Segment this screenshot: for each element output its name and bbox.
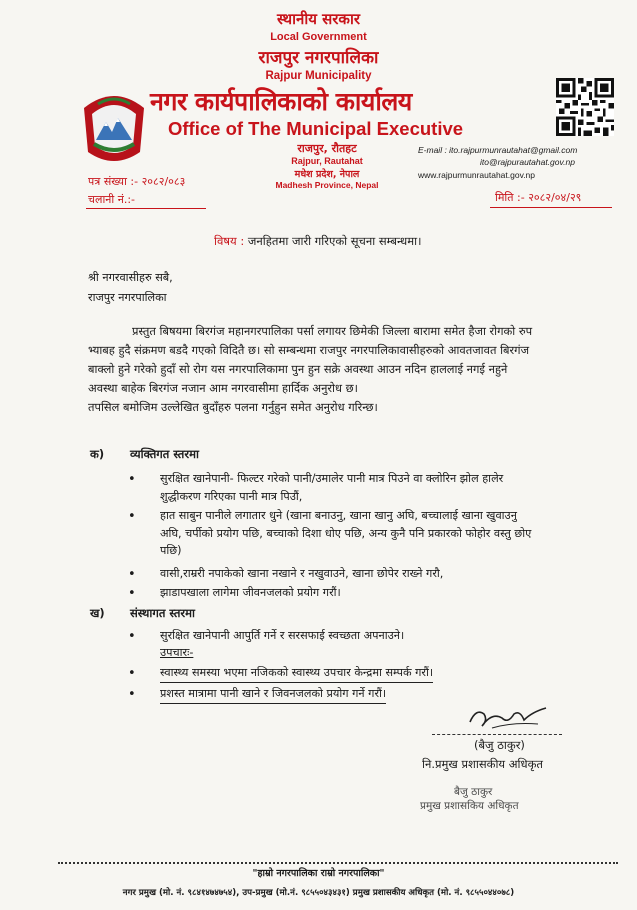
header-office-np: नगर कार्यपालिकाको कार्यालय — [150, 87, 412, 116]
section-b-item-1: सुरक्षित खानेपानी आपुर्ति गर्ने र सरसफाई स्वच्छता अपनाउने। — [160, 629, 405, 642]
header-address-en: Rajpur, Rautahat — [291, 156, 363, 166]
section-a-item-1-line-1: सुरक्षित खानेपानी- फिल्टर गरेको पानी/उमालेर पानी मात्र पिउने वा क्लोरिन झोल हालेर — [160, 472, 504, 485]
signature-scribble — [462, 702, 552, 734]
paragraph-line-2: भ्याबह हुदै संक्रमण बडदै गएको विदितै छ। सो सम्बन्धमा राजपुर नगरपालिकावासीहरुको आवतजावत बिरगंज — [88, 343, 530, 357]
bullet-icon: • — [128, 586, 136, 601]
header-province-en: Madhesh Province, Nepal — [275, 180, 379, 190]
section-a-item-1 — [160, 470, 590, 505]
bullet-icon: • — [128, 629, 136, 644]
section-a-item-1-line-2: शुद्धीकरण गरिएका पानी मात्र पिउौं, — [160, 489, 303, 503]
section-a-item-4-line-1: झाडापखाला लागेमा जीवनजलको प्रयोग गरौं। — [160, 586, 341, 599]
section-a-item-4 — [160, 584, 590, 602]
subject-label: विषय : — [214, 234, 245, 248]
section-a-item-2-line-2: अघि, चर्पीको प्रयोग पछि, बच्चाको दिशा धोए पछि, अन्य कुनै पनि प्रकारको फोहोर वस्तु छोए — [160, 526, 532, 540]
treatment-title: उपचारः- — [160, 646, 194, 659]
nepal-emblem-icon — [80, 86, 148, 166]
letter-date: मिति :- २०८२/०४/२९ — [495, 191, 582, 204]
bullet-icon: • — [128, 472, 136, 487]
bullet-icon: • — [128, 509, 136, 524]
signatory-name: (बैजु ठाकुर) — [474, 738, 525, 752]
header-email-primary: E-mail : ito.rajpurmunrautahat@gmail.com — [418, 145, 578, 155]
header-local-gov-en: Local Government — [270, 31, 367, 43]
letter-number: पत्र संख्या :- २०८२/०८३ — [88, 175, 186, 188]
header-province-np: मधेश प्रदेश, नेपाल — [294, 169, 360, 180]
footer-contacts: नगर प्रमुख (मो. नं. ९८४१४७४७५४), उप-प्रमुख (मो.नं. ९८५५०४३४३१) प्रमुख प्रशासकीय अधिकृत (मो. नं. ९८५५०४४०७८) — [122, 888, 515, 898]
subject-line — [214, 234, 421, 249]
paragraph-line-3: बाक्लो हुने गरेको हुदाँ सो रोग यस नगरपालिकामा पुन हुन सक्रे अवस्था आउन नदिन हाललाई नगई नहुने — [88, 362, 508, 376]
qr-code-icon — [556, 78, 614, 136]
section-a-item-3 — [160, 565, 590, 583]
section-a-item-2-line-1: हात साबुन पानीले लगातार धुने (खाना बनाउनु, खाना खानु अघि, बच्चालाई खाना खुवाउनु — [160, 509, 517, 522]
footer-slogan: "हाम्रो नगरपालिका राम्रो नगरपालिका" — [252, 868, 385, 879]
addressee-line-2: राजपुर नगरपालिका — [88, 291, 167, 304]
subject-text: जनहितमा जारी गरिएको सूचना सम्बन्धमा। — [247, 234, 422, 248]
letter-number-underline — [86, 208, 206, 209]
section-b-title: संस्थागत स्तरमा — [130, 606, 195, 620]
paragraph-line-5: तपसिल बमोजिम उल्लेखित बुदाँहरु पलना गर्नुहुन समेत अनुरोध गरिन्छ। — [88, 400, 378, 414]
treatment-item-2: प्रशस्त मात्रामा पानी खाने र जिवनजलको प्रयोग गर्ने गरौं। — [160, 685, 386, 704]
signature-line — [432, 734, 562, 735]
stamp-title: प्रमुख प्रशासकिय अधिकृत — [420, 800, 519, 812]
bullet-icon: • — [128, 666, 136, 681]
header-email-secondary: ito@rajpurautahat.gov.np — [480, 157, 575, 167]
dispatch-number: चलानी नं.:- — [88, 193, 136, 206]
header-website: www.rajpurmunrautahat.gov.np — [418, 170, 536, 180]
section-a-item-2-line-3: पछि) — [160, 544, 182, 557]
bullet-icon: • — [128, 687, 136, 702]
section-b-marker: ख) — [90, 606, 105, 620]
header-municipality-en: Rajpur Municipality — [265, 70, 372, 82]
footer-dotted-divider — [58, 862, 618, 864]
paragraph-line-1: प्रस्तुत बिषयमा बिरगंज महानगरपालिका पर्सा लगायर छिमेकी जिल्ला बारामा समेत हैजा रोगको रुप — [132, 324, 533, 338]
section-a-item-2 — [160, 507, 590, 560]
signatory-title: नि.प्रमुख प्रशासकीय अधिकृत — [422, 757, 543, 771]
header-local-gov-np: स्थानीय सरकार — [277, 10, 360, 28]
header-municipality-np: राजपुर नगरपालिका — [258, 48, 379, 68]
treatment-item-1: स्वास्थ्य समस्या भएमा नजिकको स्वास्थ्य उपचार केन्द्रमा सम्पर्क गरौं। — [160, 664, 433, 683]
paragraph-line-4: अवस्था बाहेक बिरगंज नजान आम नगरवासीमा हार्दिक अनुरोध छ। — [88, 381, 358, 395]
section-a-item-3-line-1: वासी,राम्ररी नपाकेको खाना नखाने र नखुवाउने, खाना छोपेर राख्ने गरौ, — [160, 567, 444, 580]
section-a-title: व्यक्तिगत स्तरमा — [130, 447, 199, 461]
header-address-np: राजपुर, रौतहट — [297, 142, 357, 155]
section-a-marker: क) — [90, 447, 105, 461]
bullet-icon: • — [128, 567, 136, 582]
stamp-name: बैजु ठाकुर — [454, 786, 493, 798]
addressee-line-1: श्री नगरवासीहरु सबै, — [88, 271, 173, 284]
header-office-en: Office of The Municipal Executive — [168, 118, 464, 139]
date-underline — [490, 207, 612, 208]
